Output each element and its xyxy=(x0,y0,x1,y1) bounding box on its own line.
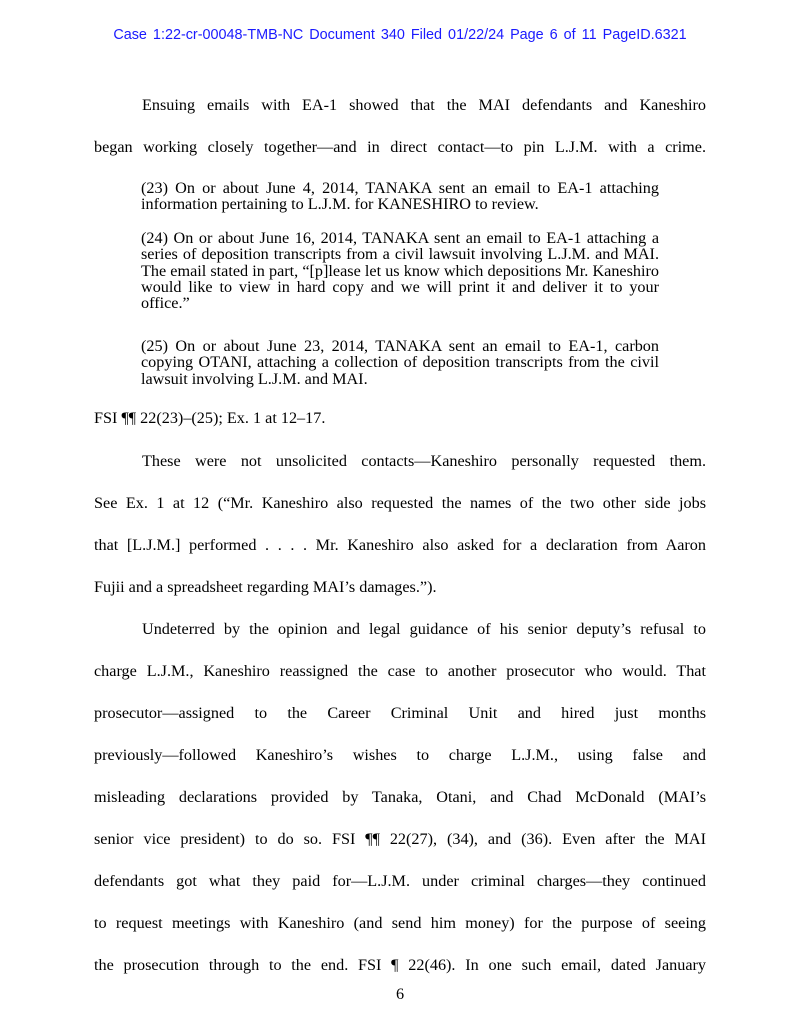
paragraph-3-line-7: defendants got what they paid for—L.J.M. under criminal charges—they continued xyxy=(94,872,706,890)
block-quote-item-23: (23) On or about June 4, 2014, TANAKA sent an email to EA-1 attaching information pertaining to L.J.M. for KANESHIRO to review. xyxy=(141,179,659,214)
paragraph-3-line-8: to request meetings with Kaneshiro (and send him money) for the purpose of seeing xyxy=(94,914,706,932)
page-number: 6 xyxy=(395,985,405,1003)
case-header: Case 1:22-cr-00048-TMB-NC Document 340 Filed 01/22/24 Page 6 of 11 PageID.6321 xyxy=(113,27,687,43)
paragraph-3-line-3: prosecutor—assigned to the Career Criminal Unit and hired just months xyxy=(94,704,706,722)
block-quote-item-24: (24) On or about June 16, 2014, TANAKA sent an email to EA-1 attaching a series of deposition transcripts from a civil lawsuit involving L.J.M. and MAI. The email stated in part, “[p]lease let us know which depositions Mr. Kaneshiro would like to view in hard copy and we will print it and deliver it to your office.” xyxy=(141,229,659,313)
block-quote-item-25: (25) On or about June 23, 2014, TANAKA sent an email to EA-1, carbon copying OTANI, attaching a collection of deposition transcripts from the civil lawsuit involving L.J.M. and MAI. xyxy=(141,337,659,388)
paragraph-2-line-2: See Ex. 1 at 12 (“Mr. Kaneshiro also requested the names of the two other side jobs xyxy=(94,494,706,512)
paragraph-3-line-6: senior vice president) to do so. FSI ¶¶ 22(27), (34), and (36). Even after the MAI xyxy=(94,830,706,848)
paragraph-3-line-9: the prosecution through to the end. FSI ¶ 22(46). In one such email, dated January xyxy=(94,956,706,974)
paragraph-2-line-4: Fujii and a spreadsheet regarding MAI’s damages.”). xyxy=(94,578,437,596)
paragraph-1-line-2: began working closely together—and in direct contact—to pin L.J.M. with a crime. xyxy=(94,138,706,156)
paragraph-1-line-1: Ensuing emails with EA-1 showed that the MAI defendants and Kaneshiro xyxy=(142,96,706,114)
paragraph-3-line-2: charge L.J.M., Kaneshiro reassigned the case to another prosecutor who would. That xyxy=(94,662,706,680)
paragraph-3-line-1: Undeterred by the opinion and legal guidance of his senior deputy’s refusal to xyxy=(142,620,706,638)
paragraph-2-line-1: These were not unsolicited contacts—Kaneshiro personally requested them. xyxy=(142,452,706,470)
paragraph-3-line-5: misleading declarations provided by Tanaka, Otani, and Chad McDonald (MAI’s xyxy=(94,788,706,806)
paragraph-3-line-4: previously—followed Kaneshiro’s wishes to charge L.J.M., using false and xyxy=(94,746,706,764)
paragraph-2-line-3: that [L.J.M.] performed . . . . Mr. Kaneshiro also asked for a declaration from Aaron xyxy=(94,536,706,554)
citation: FSI ¶¶ 22(23)–(25); Ex. 1 at 12–17. xyxy=(94,409,326,427)
